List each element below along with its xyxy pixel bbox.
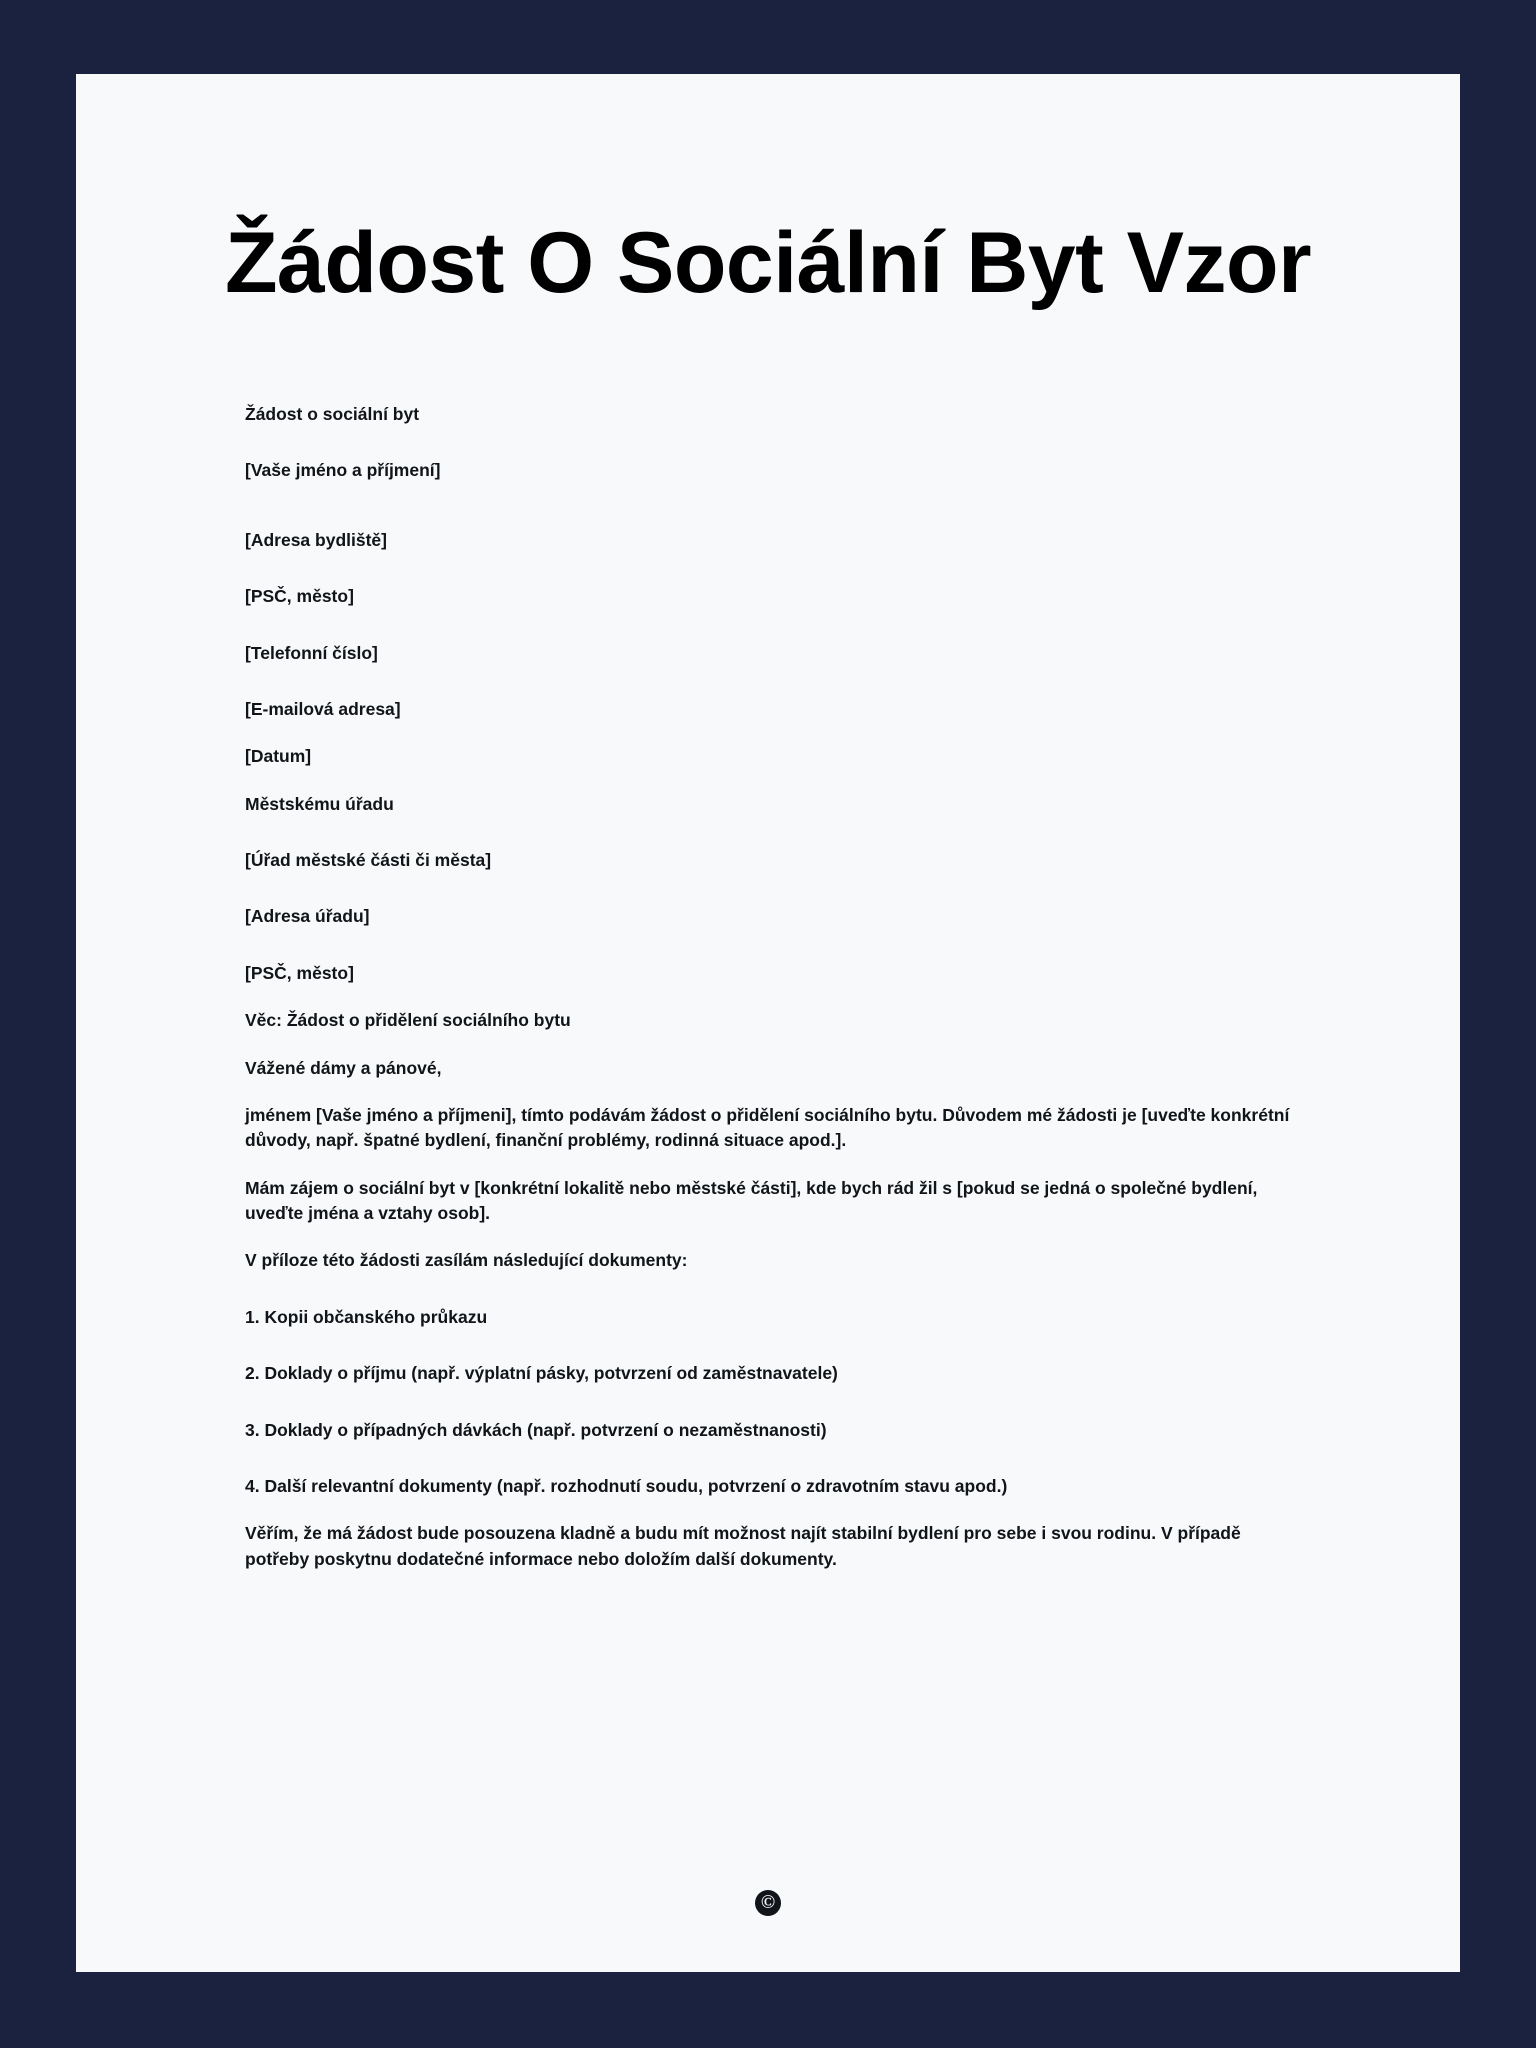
- spacer: [245, 986, 1291, 1008]
- paragraph-location: Mám zájem o sociální byt v [konkrétní lokalitě nebo městské části], kde bych rád žil s [pokud se jedná o společné bydlení, uveďte jména a vztahy osob].: [245, 1177, 1258, 1223]
- spacer: [245, 610, 1291, 641]
- spacer: [245, 1081, 1291, 1103]
- salutation: Vážené dámy a pánové,: [245, 1057, 442, 1078]
- recipient-office-field: [Úřad městské části či města]: [245, 850, 492, 870]
- spacer: [245, 817, 1291, 848]
- spacer: [245, 1443, 1291, 1474]
- copyright-icon: ©: [755, 1890, 781, 1916]
- page-title: Žádost O Sociální Byt Vzor: [224, 215, 1312, 311]
- attachment-item: 2. Doklady o příjmu (např. výplatní pásky, potvrzení od zaměstnavatele): [245, 1363, 838, 1384]
- document-page: [76, 74, 1460, 1972]
- subject-line: Věc: Žádost o přidělení sociálního bytu: [245, 1010, 571, 1031]
- spacer: [245, 1226, 1291, 1248]
- spacer: [245, 1330, 1291, 1361]
- recipient-zip-city-field: [PSČ, město]: [245, 962, 354, 983]
- spacer: [245, 930, 1291, 961]
- spacer: [245, 1274, 1291, 1305]
- attachment-item: 1. Kopii občanského průkazu: [245, 1306, 488, 1327]
- spacer: [245, 427, 1291, 458]
- spacer: [245, 722, 1291, 744]
- spacer: [245, 770, 1291, 792]
- spacer: [245, 1387, 1291, 1418]
- sender-address-field: [Adresa bydliště]: [245, 529, 387, 550]
- spacer: [245, 666, 1291, 697]
- spacer: [245, 873, 1291, 904]
- paragraph-reason: jménem [Vaše jméno a příjmeni], tímto podávám žádost o přidělení sociálního bytu. Důvodem mé žádosti je [uveďte konkrétní důvody, např. špatné bydlení, finanční problémy, rodinná situace apod.].: [245, 1104, 1290, 1151]
- spacer: [245, 1499, 1291, 1521]
- document-footer: [76, 1890, 1460, 1916]
- attachments-intro: V příloze této žádosti zasílám následující dokumenty:: [245, 1250, 688, 1271]
- document-body: [245, 306, 1291, 1572]
- recipient-address-field: [Adresa úřadu]: [245, 906, 370, 927]
- sender-name-field: [Vaše jméno a příjmení]: [245, 460, 441, 481]
- sender-email-field: [E-mailová adresa]: [245, 698, 401, 719]
- spacer: [245, 1154, 1291, 1176]
- attachment-item: 3. Doklady o případných dávkách (např. potvrzení o nezaměstnanosti): [245, 1419, 827, 1440]
- closing-paragraph: Věřím, že má žádost bude posouzena kladně a budu mít možnost najít stabilní bydlení pro sebe i svou rodinu. V případě potřeby poskytnu dodatečné informace nebo doložím další dokumenty.: [245, 1523, 1241, 1569]
- document-heading: Žádost o sociální byt: [245, 404, 420, 424]
- attachment-item: 4. Další relevantní dokumenty (např. rozhodnutí soudu, potvrzení o zdravotním stavu apod.): [245, 1475, 1008, 1496]
- spacer: [245, 553, 1291, 584]
- recipient-office-label: Městskému úřadu: [245, 793, 394, 814]
- sender-phone-field: [Telefonní číslo]: [245, 642, 378, 663]
- sender-zip-city-field: [PSČ, město]: [245, 586, 354, 607]
- spacer: [245, 484, 1291, 528]
- spacer: [245, 1034, 1291, 1056]
- date-field: [Datum]: [245, 746, 312, 767]
